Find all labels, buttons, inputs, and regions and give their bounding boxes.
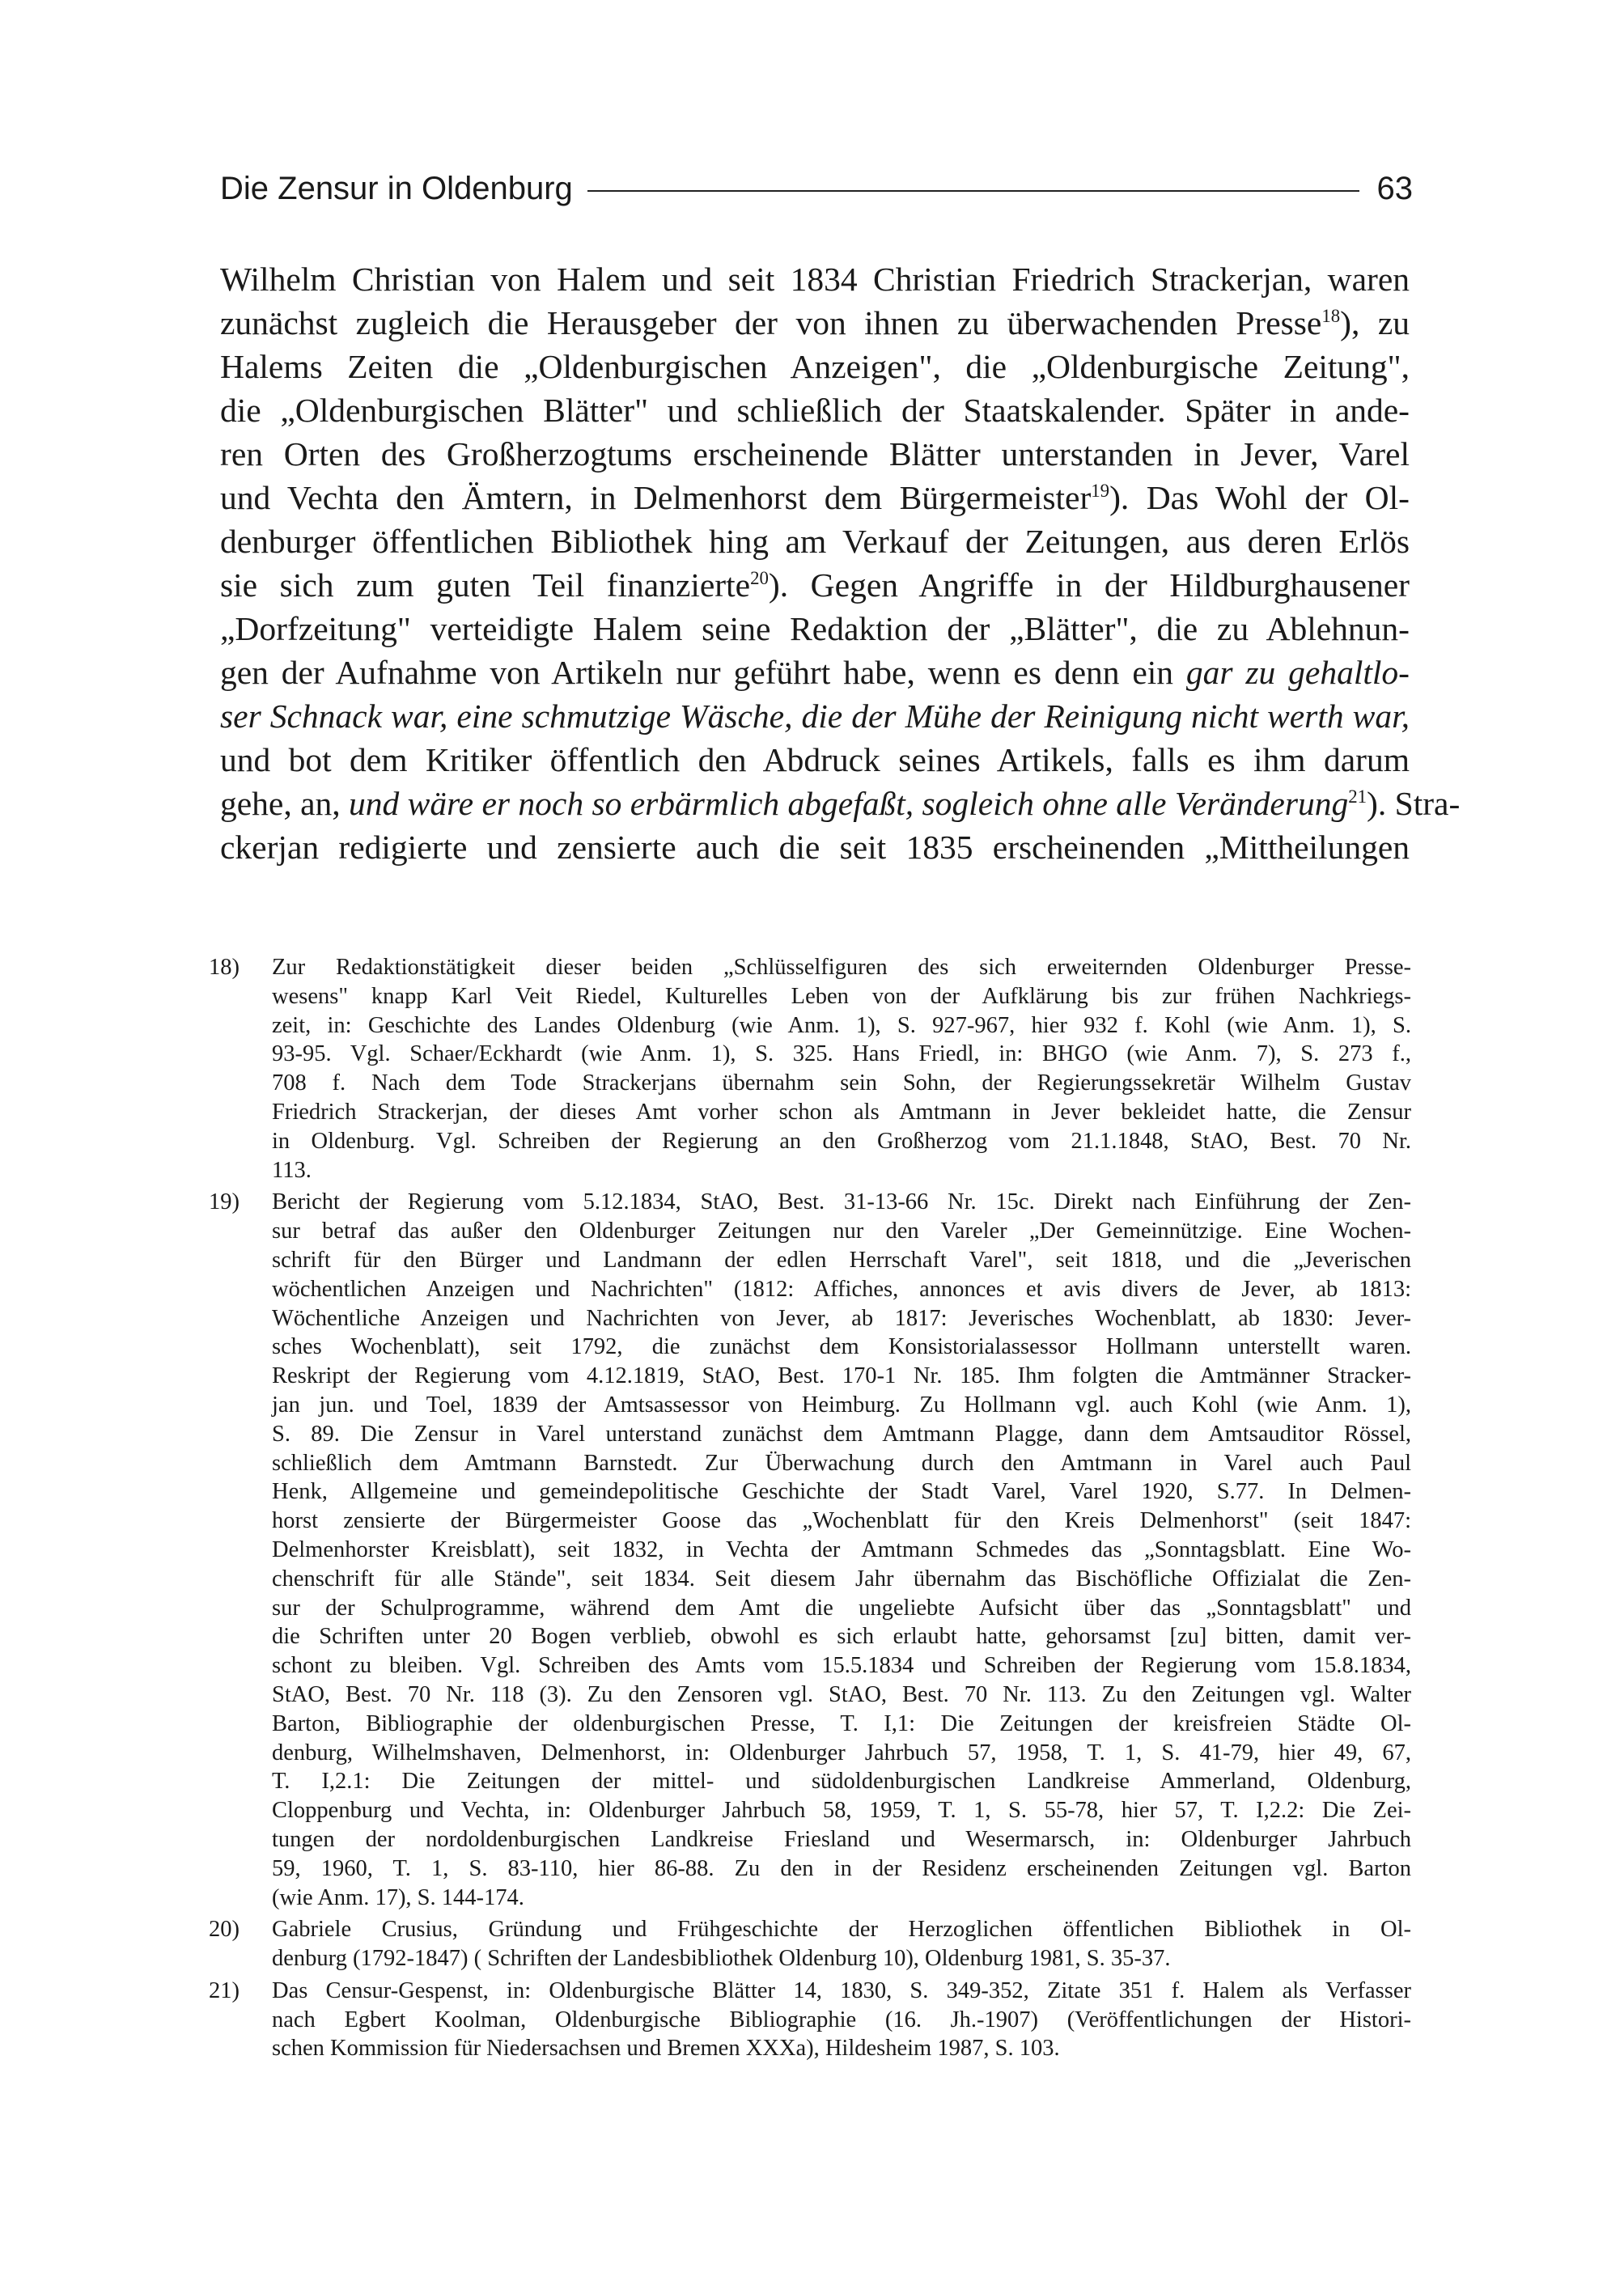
footnote-ref[interactable]: 18 <box>1321 306 1341 327</box>
footnote-line: wesens" knapp Karl Veit Riedel, Kulturelles Leben von der Aufklärung bis zur frühen Nachkriegs- <box>272 983 1411 1009</box>
italic-quote: gar zu gehaltlo- <box>1185 654 1410 691</box>
footnote-line: sur der Schulprogramme, während dem Amt die ungeliebte Aufsicht über das „Sonntagsblatt" und <box>272 1595 1411 1621</box>
footnote <box>209 1977 1411 2063</box>
footnote-text <box>272 1977 1411 2063</box>
footnote-text <box>272 953 1411 1185</box>
footnote-line: 59, 1960, T. 1, S. 83-110, hier 86-88. Zu den in der Residenz erscheinenden Zeitungen vgl. Barton <box>272 1855 1411 1881</box>
footnote-text <box>272 1188 1411 1912</box>
body-line: gen der Aufnahme von Artikeln nur geführt habe, wenn es denn ein gar zu gehaltlo- <box>220 654 1410 691</box>
footnote-line: Wöchentliche Anzeigen und Nachrichten von Jever, ab 1817: Jeverisches Wochenblatt, ab 1830: Jever- <box>272 1305 1411 1331</box>
footnote-line: chenschrift für alle Stände", seit 1834. Seit diesem Jahr übernahm das Bischöfliche Offizialat die Zen- <box>272 1566 1411 1592</box>
body-line: denburger öffentlichen Bibliothek hing am Verkauf der Zeitungen, aus deren Erlös <box>220 523 1410 560</box>
footnote-line: 708 f. Nach dem Tode Strackerjans übernahm sein Sohn, der Regierungssekretär Wilhelm Gustav <box>272 1070 1411 1096</box>
footnote-text <box>272 1915 1411 1973</box>
footnote-ref[interactable]: 20 <box>750 568 769 589</box>
footnote-line: in Oldenburg. Vgl. Schreiben der Regierung an den Großherzog vom 21.1.1848, StAO, Best. 70 Nr. <box>272 1128 1411 1154</box>
header-title: Die Zensur in Oldenburg <box>220 170 573 206</box>
footnote-line: wöchentlichen Anzeigen und Nachrichten" (1812: Affiches, annonces et avis divers de Jever, ab 1813: <box>272 1276 1411 1302</box>
body-line: sie sich zum guten Teil finanzierte$^{20}$). Gegen Angriffe in der Hildburghausener <box>220 566 1410 604</box>
footnote <box>209 1188 1411 1912</box>
footnote-number: 18) <box>209 955 240 980</box>
footnote <box>209 1915 1411 1973</box>
footnote-line: S. 89. Die Zensur in Varel unterstand zunächst dem Amtmann Plagge, dann dem Amtsauditor Rössel, <box>272 1421 1411 1447</box>
footnote-ref[interactable]: 19 <box>1091 481 1110 502</box>
footnote-line: horst zensierte der Bürgermeister Goose das „Wochenblatt für den Kreis Delmenhorst" (seit 1847: <box>272 1508 1411 1534</box>
footnote-line: schen Kommission für Niedersachsen und Bremen XXXa), Hildesheim 1987, S. 103. <box>272 2036 1060 2062</box>
footnote-line: Cloppenburg und Vechta, in: Oldenburger Jahrbuch 58, 1959, T. 1, S. 55-78, hier 57, T. I,2.2: Die Zei- <box>272 1798 1411 1824</box>
body-line: zunächst zugleich die Herausgeber der von ihnen zu überwachenden Presse$^{18}$), zu <box>220 304 1410 341</box>
running-header <box>220 160 1413 217</box>
footnote-line: StAO, Best. 70 Nr. 118 (3). Zu den Zensoren vgl. StAO, Best. 70 Nr. 113. Zu den Zeitungen vgl. Walter <box>272 1681 1411 1707</box>
body-line: ckerjan redigierte und zensierte auch die seit 1835 erscheinenden „Mittheilungen <box>220 829 1410 866</box>
footnote-number: 21) <box>209 1977 240 2003</box>
body-line: und bot dem Kritiker öffentlich den Abdruck seines Artikels, falls es ihm darum <box>220 741 1410 778</box>
body-line: ser Schnack war, eine schmutzige Wäsche, die der Mühe der Reinigung nicht werth war, <box>220 697 1410 735</box>
footnote-number: 20) <box>209 1917 240 1943</box>
footnote-line: denburg, Wilhelmshaven, Delmenhorst, in: Oldenburger Jahrbuch 57, 1958, T. 1, S. 41-79, hier 49, 67, <box>272 1740 1411 1765</box>
footnote-line: T. I,2.1: Die Zeitungen der mittel- und südoldenburgischen Landkreise Ammerland, Oldenburg, <box>272 1769 1411 1795</box>
footnote-line: Gabriele Crusius, Gründung und Frühgeschichte der Herzoglichen öffentlichen Bibliothek in Ol- <box>272 1917 1411 1943</box>
footnote-line: Delmenhorster Kreisblatt), seit 1832, in Vechta der Amtmann Schmedes das „Sonntagsblatt. Eine Wo- <box>272 1536 1411 1562</box>
footnote-line: (wie Anm. 17), S. 144-174. <box>272 1884 524 1910</box>
body-line: ren Orten des Großherzogtums erscheinende Blätter unterstanden in Jever, Varel <box>220 435 1410 473</box>
footnote-line: nach Egbert Koolman, Oldenburgische Bibliographie (16. Jh.-1907) (Veröffentlichungen der Histori- <box>272 2007 1411 2032</box>
footnote-line: schließlich dem Amtmann Barnstedt. Zur Überwachung durch den Amtmann in Varel auch Paul <box>272 1450 1411 1476</box>
body-line: und Vechta den Ämtern, in Delmenhorst dem Bürgermeister$^{19}$). Das Wohl der Ol- <box>220 479 1410 516</box>
body-text <box>220 257 1461 869</box>
footnote-ref[interactable]: 21 <box>1348 786 1367 807</box>
footnote-line: zeit, in: Geschichte des Landes Oldenburg (wie Anm. 1), S. 927-967, hier 932 f. Kohl (wie Anm. 1), S. <box>272 1012 1411 1038</box>
footnote-number: 19) <box>209 1189 240 1215</box>
footnote-line: Friedrich Strackerjan, der dieses Amt vorher schon als Amtmann in Jever bekleidet hatte, die Zensur <box>272 1099 1411 1125</box>
footnote-line: jan jun. und Toel, 1839 der Amtsassessor von Heimburg. Zu Hollmann vgl. auch Kohl (wie Anm. 1), <box>272 1392 1411 1418</box>
body-line: „Dorfzeitung" verteidigte Halem seine Redaktion der „Blätter", die zu Ablehnun- <box>220 610 1410 647</box>
footnotes <box>209 953 1411 2066</box>
footnote-line: 113. <box>272 1157 312 1183</box>
footnote-line: denburg (1792-1847) ( Schriften der Landesbibliothek Oldenburg 10), Oldenburg 1981, S. 35-37. <box>272 1946 1171 1972</box>
footnote-line: die Schriften unter 20 Bogen verblieb, obwohl es sich erlaubt hatte, gehorsamst [zu] bitten, damit ver- <box>272 1624 1411 1650</box>
footnote <box>209 953 1411 1185</box>
body-line: gehe, an, und wäre er noch so erbärmlich abgefaßt, sogleich ohne alle Veränderung$^{21}$). Stra- <box>220 785 1461 822</box>
italic-quote: und wäre er noch so erbärmlich abgefaßt, sogleich ohne alle Veränderung <box>349 785 1349 822</box>
body-line: Wilhelm Christian von Halem und seit 1834 Christian Friedrich Strackerjan, waren <box>220 261 1410 298</box>
footnote-line: Henk, Allgemeine und gemeindepolitische Geschichte der Stadt Varel, Varel 1920, S.77. In Delmen- <box>272 1479 1411 1505</box>
body-line: die „Oldenburgischen Blätter" und schließlich der Staatskalender. Später in ande- <box>220 392 1410 429</box>
footnote-line: Zur Redaktionstätigkeit dieser beiden „Schlüsselfiguren des sich erweiternden Oldenburger Presse- <box>272 955 1411 980</box>
footnote-line: Bericht der Regierung vom 5.12.1834, StAO, Best. 31-13-66 Nr. 15c. Direkt nach Einführung der Zen- <box>272 1189 1411 1215</box>
footnote-line: 93-95. Vgl. Schaer/Eckhardt (wie Anm. 1), S. 325. Hans Friedl, in: BHGO (wie Anm. 7), S. 273 f., <box>272 1041 1411 1067</box>
page-number: 63 <box>1376 170 1413 206</box>
header-rule <box>587 190 1359 192</box>
footnote-line: sches Wochenblatt), seit 1792, die zunächst dem Konsistorialassessor Hollmann unterstellt waren. <box>272 1334 1411 1360</box>
footnote-line: tungen der nordoldenburgischen Landkreise Friesland und Wesermarsch, in: Oldenburger Jahrbuch <box>272 1826 1411 1852</box>
body-line: Halems Zeiten die „Oldenburgischen Anzeigen", die „Oldenburgische Zeitung", <box>220 348 1410 385</box>
footnote-line: Barton, Bibliographie der oldenburgischen Presse, T. I,1: Die Zeitungen der kreisfreien Städte Ol- <box>272 1710 1411 1736</box>
footnote-line: Reskript der Regierung vom 4.12.1819, StAO, Best. 170-1 Nr. 185. Ihm folgten die Amtmänner Stracker- <box>272 1363 1411 1389</box>
footnote-line: sur betraf das außer den Oldenburger Zeitungen nur den Vareler „Der Gemeinnützige. Eine Wochen- <box>272 1219 1411 1244</box>
footnote-line: schrift für den Bürger und Landmann der edlen Herrschaft Varel", seit 1818, und die „Jeverischen <box>272 1247 1411 1273</box>
footnote-line: Das Censur-Gespenst, in: Oldenburgische Blätter 14, 1830, S. 349-352, Zitate 351 f. Halem als Verfasser <box>272 1977 1411 2003</box>
footnote-line: schont zu bleiben. Vgl. Schreiben des Amts vom 15.5.1834 und Schreiben der Regierung vom 15.8.1834, <box>272 1653 1411 1679</box>
